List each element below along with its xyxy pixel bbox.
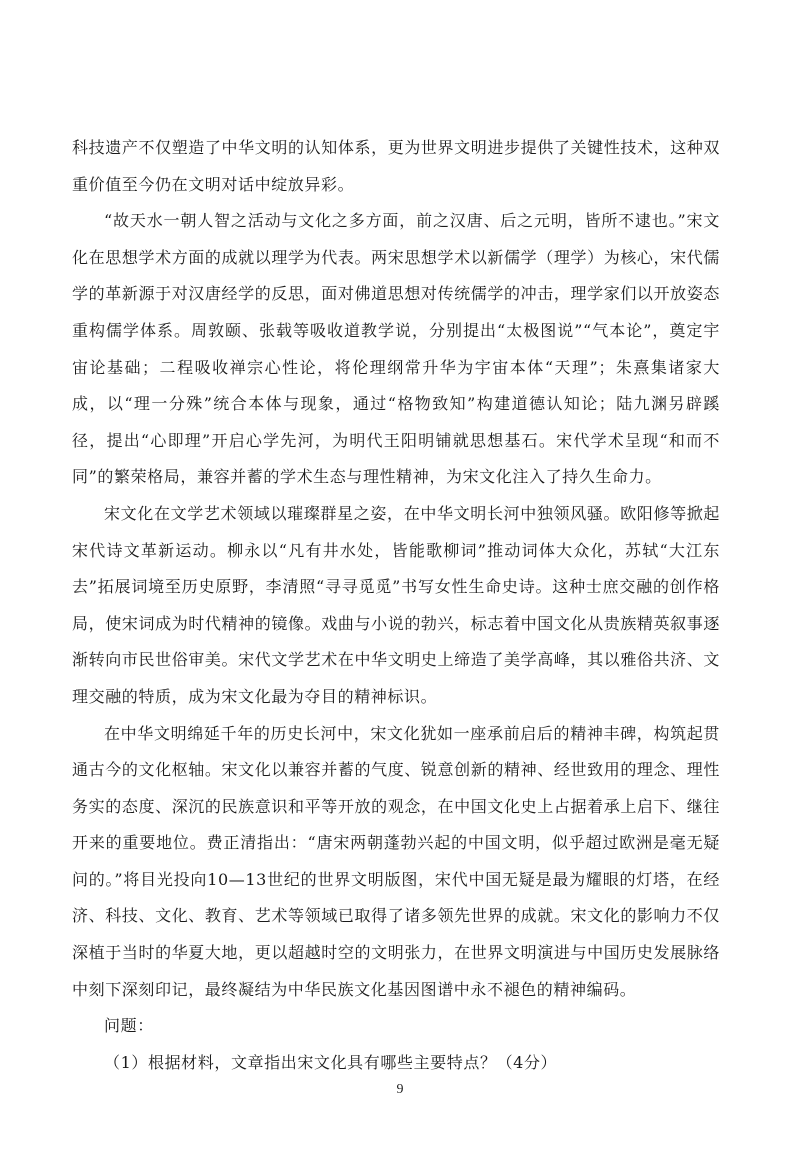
paragraph-neo-confucianism: “故天水一朝人智之活动与文化之多方面，前之汉唐、后之元明，皆所不逮也。”宋文化在思想学术方面的成就以理学为代表。两宋思想学术以新儒学（理学）为核心，宋代儒学的革新源于对汉唐经学的反思，面对佛道思想对传统儒学的冲击，理学家们以开放姿态重构儒学体系。周敦颐、张载等吸收道教学说，分别提出“太极图说”“气本论”，奠定宇宙论基础；二程吸收禅宗心性论，将伦理纲常升华为宇宙本体“天理”；朱熹集诸家大成，以“理一分殊”统合本体与现象，通过“格物致知”构建道德认知论；陆九渊另辟蹊径，提出“心即理”开启心学先河，为明代王阳明铺就思想基石。宋代学术呈现“和而不同”的繁荣格局，兼容并蓄的学术生态与理性精神，为宋文化注入了持久生命力。: [72, 211, 720, 487]
page-number: 9: [396, 1082, 404, 1097]
question-label: 问题：: [104, 1016, 154, 1036]
paragraph-continuation: 科技遗产不仅塑造了中华文明的认知体系，更为世界文明进步提供了关键性技术，这种双重价值至今仍在文明对话中绽放异彩。: [72, 138, 720, 194]
document-body: [72, 130, 720, 1081]
paragraph-historical-significance: 在中华文明绵延千年的历史长河中，宋文化犹如一座承前启后的精神丰碑，构筑起贯通古今的文化枢轴。宋文化以兼容并蓄的气度、锐意创新的精神、经世致用的理念、理性务实的态度、深沉的民族意识和平等开放的观念，在中国文化史上占据着承上启下、继往开来的重要地位。费正清指出：“唐宋两朝蓬勃兴起的中国文明，似乎超过欧洲是毫无疑问的。”将目光投向10—13世纪的世界文明版图，宋代中国无疑是最为耀眼的灯塔，在经济、科技、文化、教育、艺术等领域已取得了诸多领先世界的成就。宋文化的影响力不仅深植于当时的华夏大地，更以超越时空的文明张力，在世界文明演进与中国历史发展脉络中刻下深刻印记，最终凝结为中华民族文化基因图谱中永不褪色的精神编码。: [72, 723, 720, 999]
paragraph-literature-arts: 宋文化在文学艺术领域以璀璨群星之姿，在中华文明长河中独领风骚。欧阳修等掀起宋代诗文革新运动。柳永以“凡有井水处，皆能歌柳词”推动词体大众化，苏轼“大江东去”拓展词境至历史原野，李清照“寻寻觅觅”书写女性生命史诗。这种士庶交融的创作格局，使宋词成为时代精神的镜像。戏曲与小说的勃兴，标志着中国文化从贵族精英叙事逐渐转向市民世俗审美。宋代文学艺术在中华文明史上缔造了美学高峰，其以雅俗共济、文理交融的特质，成为宋文化最为夺目的精神标识。: [72, 503, 720, 706]
question-item: （1）根据材料，文章指出宋文化具有哪些主要特点？（4分）: [104, 1052, 558, 1072]
